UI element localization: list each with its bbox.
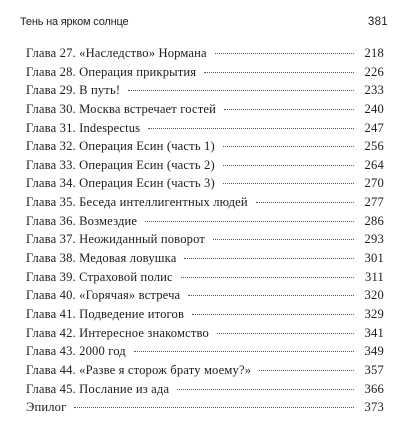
toc-entry-title: Глава 41. Подведение итогов <box>26 306 185 321</box>
toc-entry <box>26 398 384 417</box>
toc-entry <box>26 286 384 305</box>
dot-leader <box>134 351 354 352</box>
toc-entry <box>26 249 384 268</box>
toc-entry-title: Глава 36. Возмездие <box>26 213 138 228</box>
page-number: 381 <box>367 16 388 28</box>
dot-leader <box>204 72 354 73</box>
toc-entry <box>26 193 384 212</box>
toc-entry-title: Эпилог <box>26 400 67 415</box>
toc-entry-page: 349 <box>364 344 384 359</box>
toc-entry-title: Глава 40. «Горячая» встреча <box>26 288 181 303</box>
toc-entry-title: Глава 42. Интересное знакомство <box>26 325 209 340</box>
toc-entry <box>26 212 384 231</box>
toc-entry-title: Глава 35. Беседа интеллигентных людей <box>26 195 248 210</box>
toc-entry <box>26 156 384 175</box>
toc-entry-page: 264 <box>364 157 384 172</box>
toc-entry <box>26 342 384 361</box>
dot-leader <box>148 128 354 129</box>
toc-entry-page: 366 <box>364 381 384 396</box>
dot-leader <box>223 183 354 184</box>
toc-entry-page: 218 <box>364 46 384 60</box>
toc-entry-page: 240 <box>364 101 384 116</box>
toc-entry-page: 256 <box>364 139 384 154</box>
toc-entry-page: 357 <box>364 362 384 377</box>
toc-entry-title: Глава 29. В путь! <box>26 83 121 98</box>
toc-entry <box>26 361 384 380</box>
toc-entry <box>26 137 384 156</box>
toc-entry <box>26 63 384 82</box>
toc-entry <box>26 44 384 63</box>
dot-leader <box>217 333 354 334</box>
toc-entry-title: Глава 37. Неожиданный поворот <box>26 232 206 247</box>
toc-entry-title: Глава 34. Операция Есин (часть 3) <box>26 176 215 191</box>
toc-entry-page: 329 <box>364 306 384 321</box>
dot-leader <box>145 221 354 222</box>
dot-leader <box>259 370 354 371</box>
toc-entry <box>26 305 384 324</box>
dot-leader <box>184 258 354 259</box>
dot-leader <box>213 239 354 240</box>
running-title: Тень на ярком солнце <box>20 16 129 28</box>
dot-leader <box>128 90 354 91</box>
toc-entry-title: Глава 44. «Разве я сторож брату моему?» <box>26 362 252 377</box>
toc-entry-page: 293 <box>364 232 384 247</box>
toc-entry <box>26 81 384 100</box>
dot-leader <box>215 53 354 54</box>
toc-entry-title: Глава 39. Страховой полис <box>26 269 173 284</box>
toc-entry-title: Глава 27. «Наследство» Нормана <box>26 46 207 60</box>
dot-leader <box>177 389 354 390</box>
toc-entry <box>26 268 384 287</box>
dot-leader <box>74 407 354 408</box>
dot-leader <box>188 295 354 296</box>
dot-leader <box>223 165 354 166</box>
toc-entry-page: 270 <box>364 176 384 191</box>
toc-entry <box>26 100 384 119</box>
toc-entry-title: Глава 43. 2000 год <box>26 344 126 359</box>
toc-entry <box>26 119 384 138</box>
toc-entry <box>26 230 384 249</box>
toc-entry-page: 373 <box>364 400 384 415</box>
dot-leader <box>223 146 354 147</box>
toc-entry-title: Глава 32. Операция Есин (часть 1) <box>26 139 215 154</box>
toc-entry-title: Глава 28. Операция прикрытия <box>26 64 197 79</box>
dot-leader <box>192 314 354 315</box>
toc-entry-page: 277 <box>364 195 384 210</box>
toc-entry <box>26 380 384 399</box>
toc-entry <box>26 174 384 193</box>
toc-entry-page: 233 <box>364 83 384 98</box>
toc-entry-page: 247 <box>364 120 384 135</box>
toc-entry-title: Глава 31. Indespectus <box>26 120 141 135</box>
dot-leader <box>224 109 354 110</box>
dot-leader <box>181 277 354 278</box>
toc-entry-page: 320 <box>364 288 384 303</box>
toc-entry <box>26 324 384 343</box>
dot-leader <box>256 202 354 203</box>
toc-entry-page: 341 <box>364 325 384 340</box>
table-of-contents <box>26 44 384 417</box>
toc-entry-page: 311 <box>364 269 384 284</box>
toc-entry-page: 286 <box>364 213 384 228</box>
running-header <box>20 16 388 32</box>
toc-entry-page: 301 <box>364 251 384 266</box>
toc-entry-title: Глава 45. Послание из ада <box>26 381 170 396</box>
toc-entry-title: Глава 33. Операция Есин (часть 2) <box>26 157 215 172</box>
toc-entry-title: Глава 30. Москва встречает гостей <box>26 101 217 116</box>
toc-entry-page: 226 <box>364 64 384 79</box>
toc-entry-title: Глава 38. Медовая ловушка <box>26 251 177 266</box>
